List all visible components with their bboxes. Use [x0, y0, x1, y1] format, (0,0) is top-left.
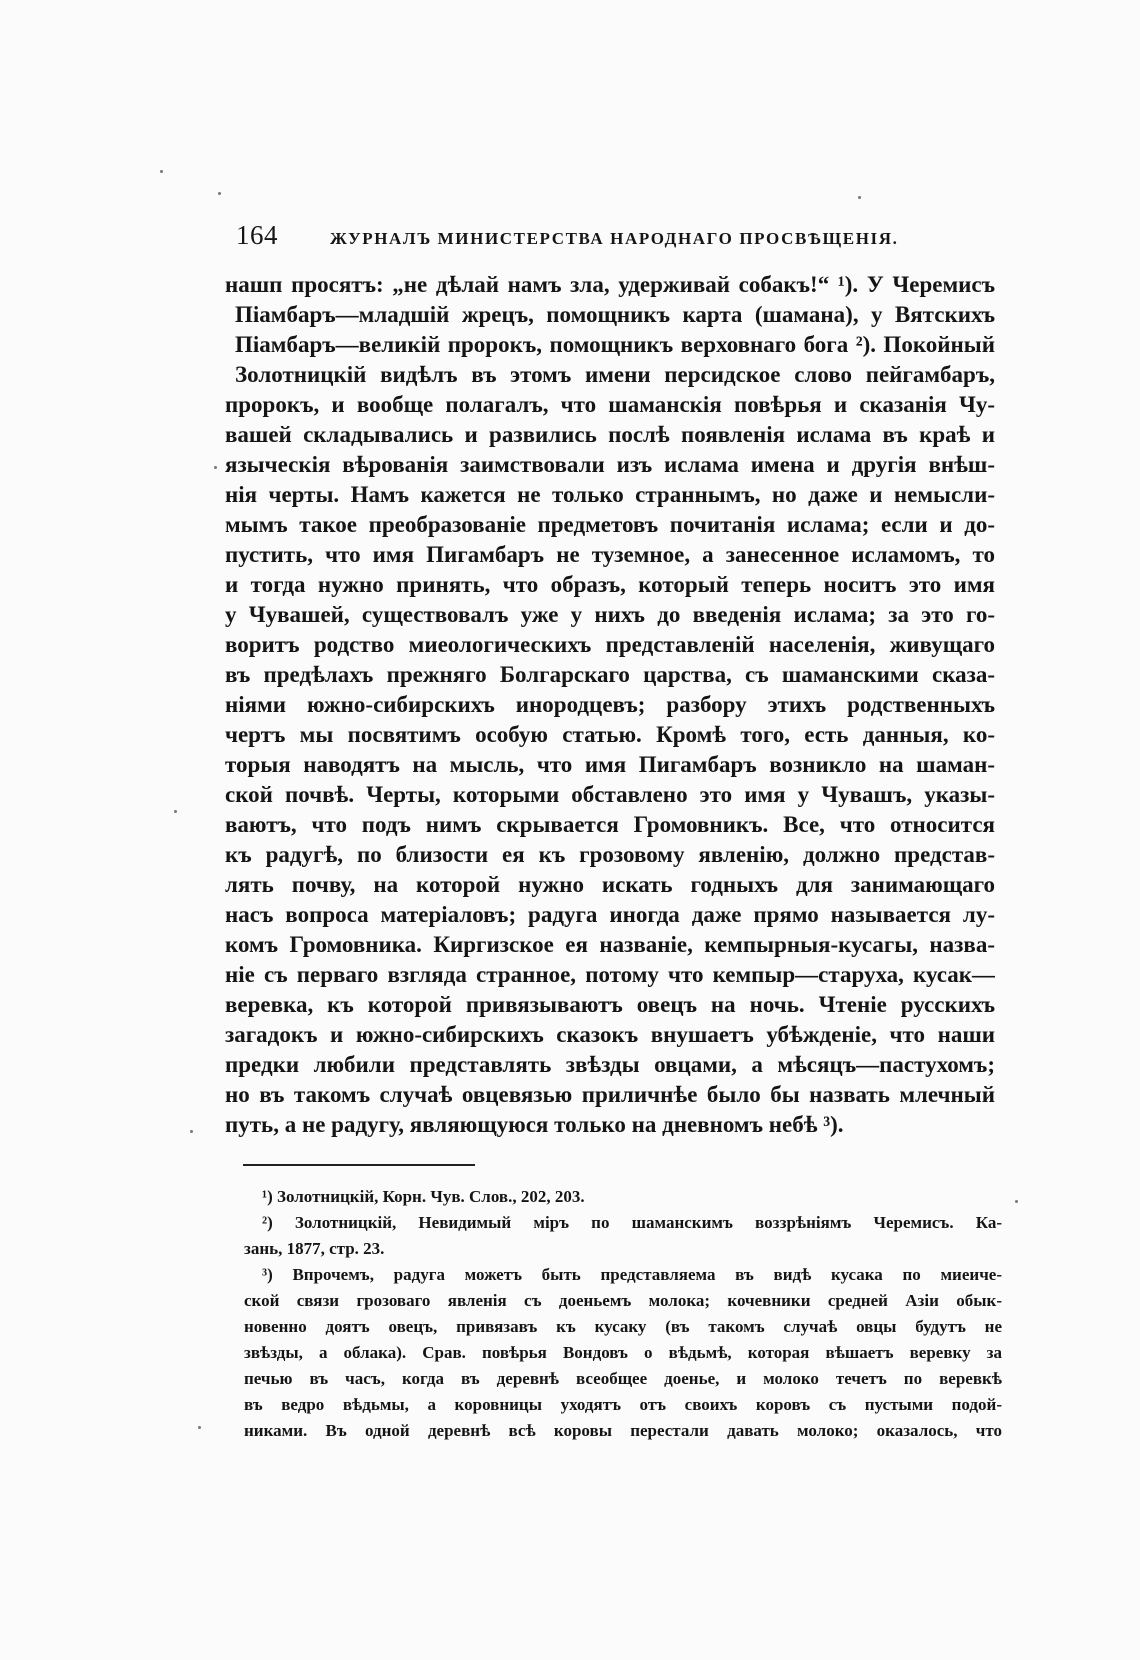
text-line: путь, а не радугу, являющуюся только на дневномъ небѣ ³). [225, 1112, 844, 1137]
text-line: чертъ мы посвятимъ особую статью. Кромѣ того, есть данныя, ко- [225, 722, 995, 747]
text-line: предки любили представлять звѣзды овцами, а мѣсяцъ—пастухомъ; [225, 1052, 995, 1077]
scan-speck [1015, 1200, 1018, 1203]
text-line: Золотницкій видѣлъ въ этомъ имени персидское слово пейгамбаръ, [235, 362, 995, 387]
footnote-3-line: никами. Въ одной деревнѣ всѣ коровы перестали давать молоко; оказалось, что [244, 1421, 1002, 1440]
text-line: загадокъ и южно-сибирскихъ сказокъ внушаетъ убѣжденіе, что наши [225, 1022, 995, 1047]
footnotes [244, 1184, 1002, 1444]
text-line: пустить, что имя Пигамбаръ не туземное, а занесенное исламомъ, то [225, 542, 995, 567]
scan-speck [174, 810, 177, 813]
text-line: ваютъ, что подъ нимъ скрывается Громовникъ. Все, что относится [225, 812, 995, 837]
footnote-2-line: ²) Золотницкій, Невидимый міръ по шаманскимъ воззрѣніямъ Черемисъ. Ка- [262, 1213, 1002, 1232]
text-line: у Чувашей, существовалъ уже у нихъ до введенія ислама; за это го- [225, 602, 995, 627]
footnote-3-line: звѣзды, а облака). Срав. повѣрья Вондовъ о вѣдьмѣ, которая вѣшаетъ веревку за [244, 1343, 1002, 1362]
footnote-3-line: новенно доятъ овецъ, привязавъ къ кусаку (въ такомъ случаѣ овцы будутъ не [244, 1317, 1002, 1336]
footnote-2-line: зань, 1877, стр. 23. [244, 1239, 385, 1258]
text-line: ніями южно-сибирскихъ инородцевъ; разбору этихъ родственныхъ [225, 692, 995, 717]
running-title: ЖУРНАЛЪ МИНИСТЕРСТВА НАРОДНАГО ПРОСВѢЩЕНІЯ. [330, 229, 899, 248]
footnote-3-line: въ ведро вѣдьмы, а коровницы уходятъ отъ своихъ коровъ съ пустыми подой- [244, 1395, 1002, 1414]
text-line: вашей складывались и развились послѣ появленія ислама въ краѣ и [225, 422, 995, 447]
text-line: ской почвѣ. Черты, которыми обставлено это имя у Чувашъ, указы- [225, 782, 995, 807]
text-line: пророкъ, и вообще полагалъ, что шаманскія повѣрья и сказанія Чу- [225, 392, 995, 417]
scan-speck [858, 196, 861, 199]
text-line: но въ такомъ случаѣ овцевязью приличнѣе было бы назвать млечный [225, 1082, 995, 1107]
text-line: комъ Громовника. Киргизское ея названіе, кемпырныя-кусагы, назва- [225, 932, 995, 957]
scan-speck [214, 466, 217, 469]
page-number: 164 [236, 220, 278, 250]
footnote-3-line: ской связи грозоваго явленія съ доеньемъ молока; кочевники средней Азіи обык- [244, 1291, 1002, 1310]
footnote-divider [243, 1164, 475, 1166]
scan-speck [198, 1426, 201, 1429]
footnote-3-line: печью въ часъ, когда въ деревнѣ всеобщее доенье, и молоко течетъ по веревкѣ [244, 1369, 1002, 1388]
text-line: языческія вѣрованія заимствовали изъ ислама имена и другія внѣш- [225, 452, 995, 477]
text-line: Пiамбаръ—младшій жрецъ, помощникъ карта (шамана), у Вятскихъ [235, 302, 995, 327]
main-text [225, 270, 995, 1140]
footnote-1: ¹) Золотницкій, Корн. Чув. Слов., 202, 203. [262, 1187, 585, 1206]
text-line: веревка, къ которой привязываютъ овецъ на ночь. Чтеніе русскихъ [225, 992, 995, 1017]
text-line: торыя наводятъ на мысль, что имя Пигамбаръ возникло на шаман- [225, 752, 995, 777]
text-line: въ предѣлахъ прежняго Болгарскаго царства, съ шаманскими сказа- [225, 662, 995, 687]
scan-speck [190, 1130, 193, 1133]
footnote-3-line: ³) Впрочемъ, радуга можетъ быть представляема въ видѣ кусака по миеиче- [262, 1265, 1002, 1284]
text-line: и тогда нужно принять, что образъ, который теперь носитъ это имя [225, 572, 995, 597]
text-line: нія черты. Намъ кажется не только страннымъ, но даже и немысли- [225, 482, 995, 507]
text-line: лять почву, на которой нужно искать годныхъ для занимающаго [225, 872, 995, 897]
text-line: ніе съ перваго взгляда странное, потому что кемпыр—старуха, кусак— [225, 962, 995, 987]
text-line: мымъ такое преобразованіе предметовъ почитанія ислама; если и до- [225, 512, 995, 537]
scan-speck [160, 170, 163, 173]
text-line: насъ вопроса матеріаловъ; радуга иногда даже прямо называется лу- [225, 902, 995, 927]
page-header [236, 220, 996, 254]
text-line: нашп просятъ: „не дѣлай намъ зла, удерживай собакъ!“ ¹). У Черемисъ [225, 272, 995, 297]
text-line: къ радугѣ, по близости ея къ грозовому явленію, должно представ- [225, 842, 995, 867]
text-line: воритъ родство миеологическихъ представленій населенія, живущаго [225, 632, 995, 657]
scan-speck [218, 192, 221, 195]
text-line: Піамбаръ—великій пророкъ, помощникъ верховнаго бога ²). Покойный [235, 332, 995, 357]
